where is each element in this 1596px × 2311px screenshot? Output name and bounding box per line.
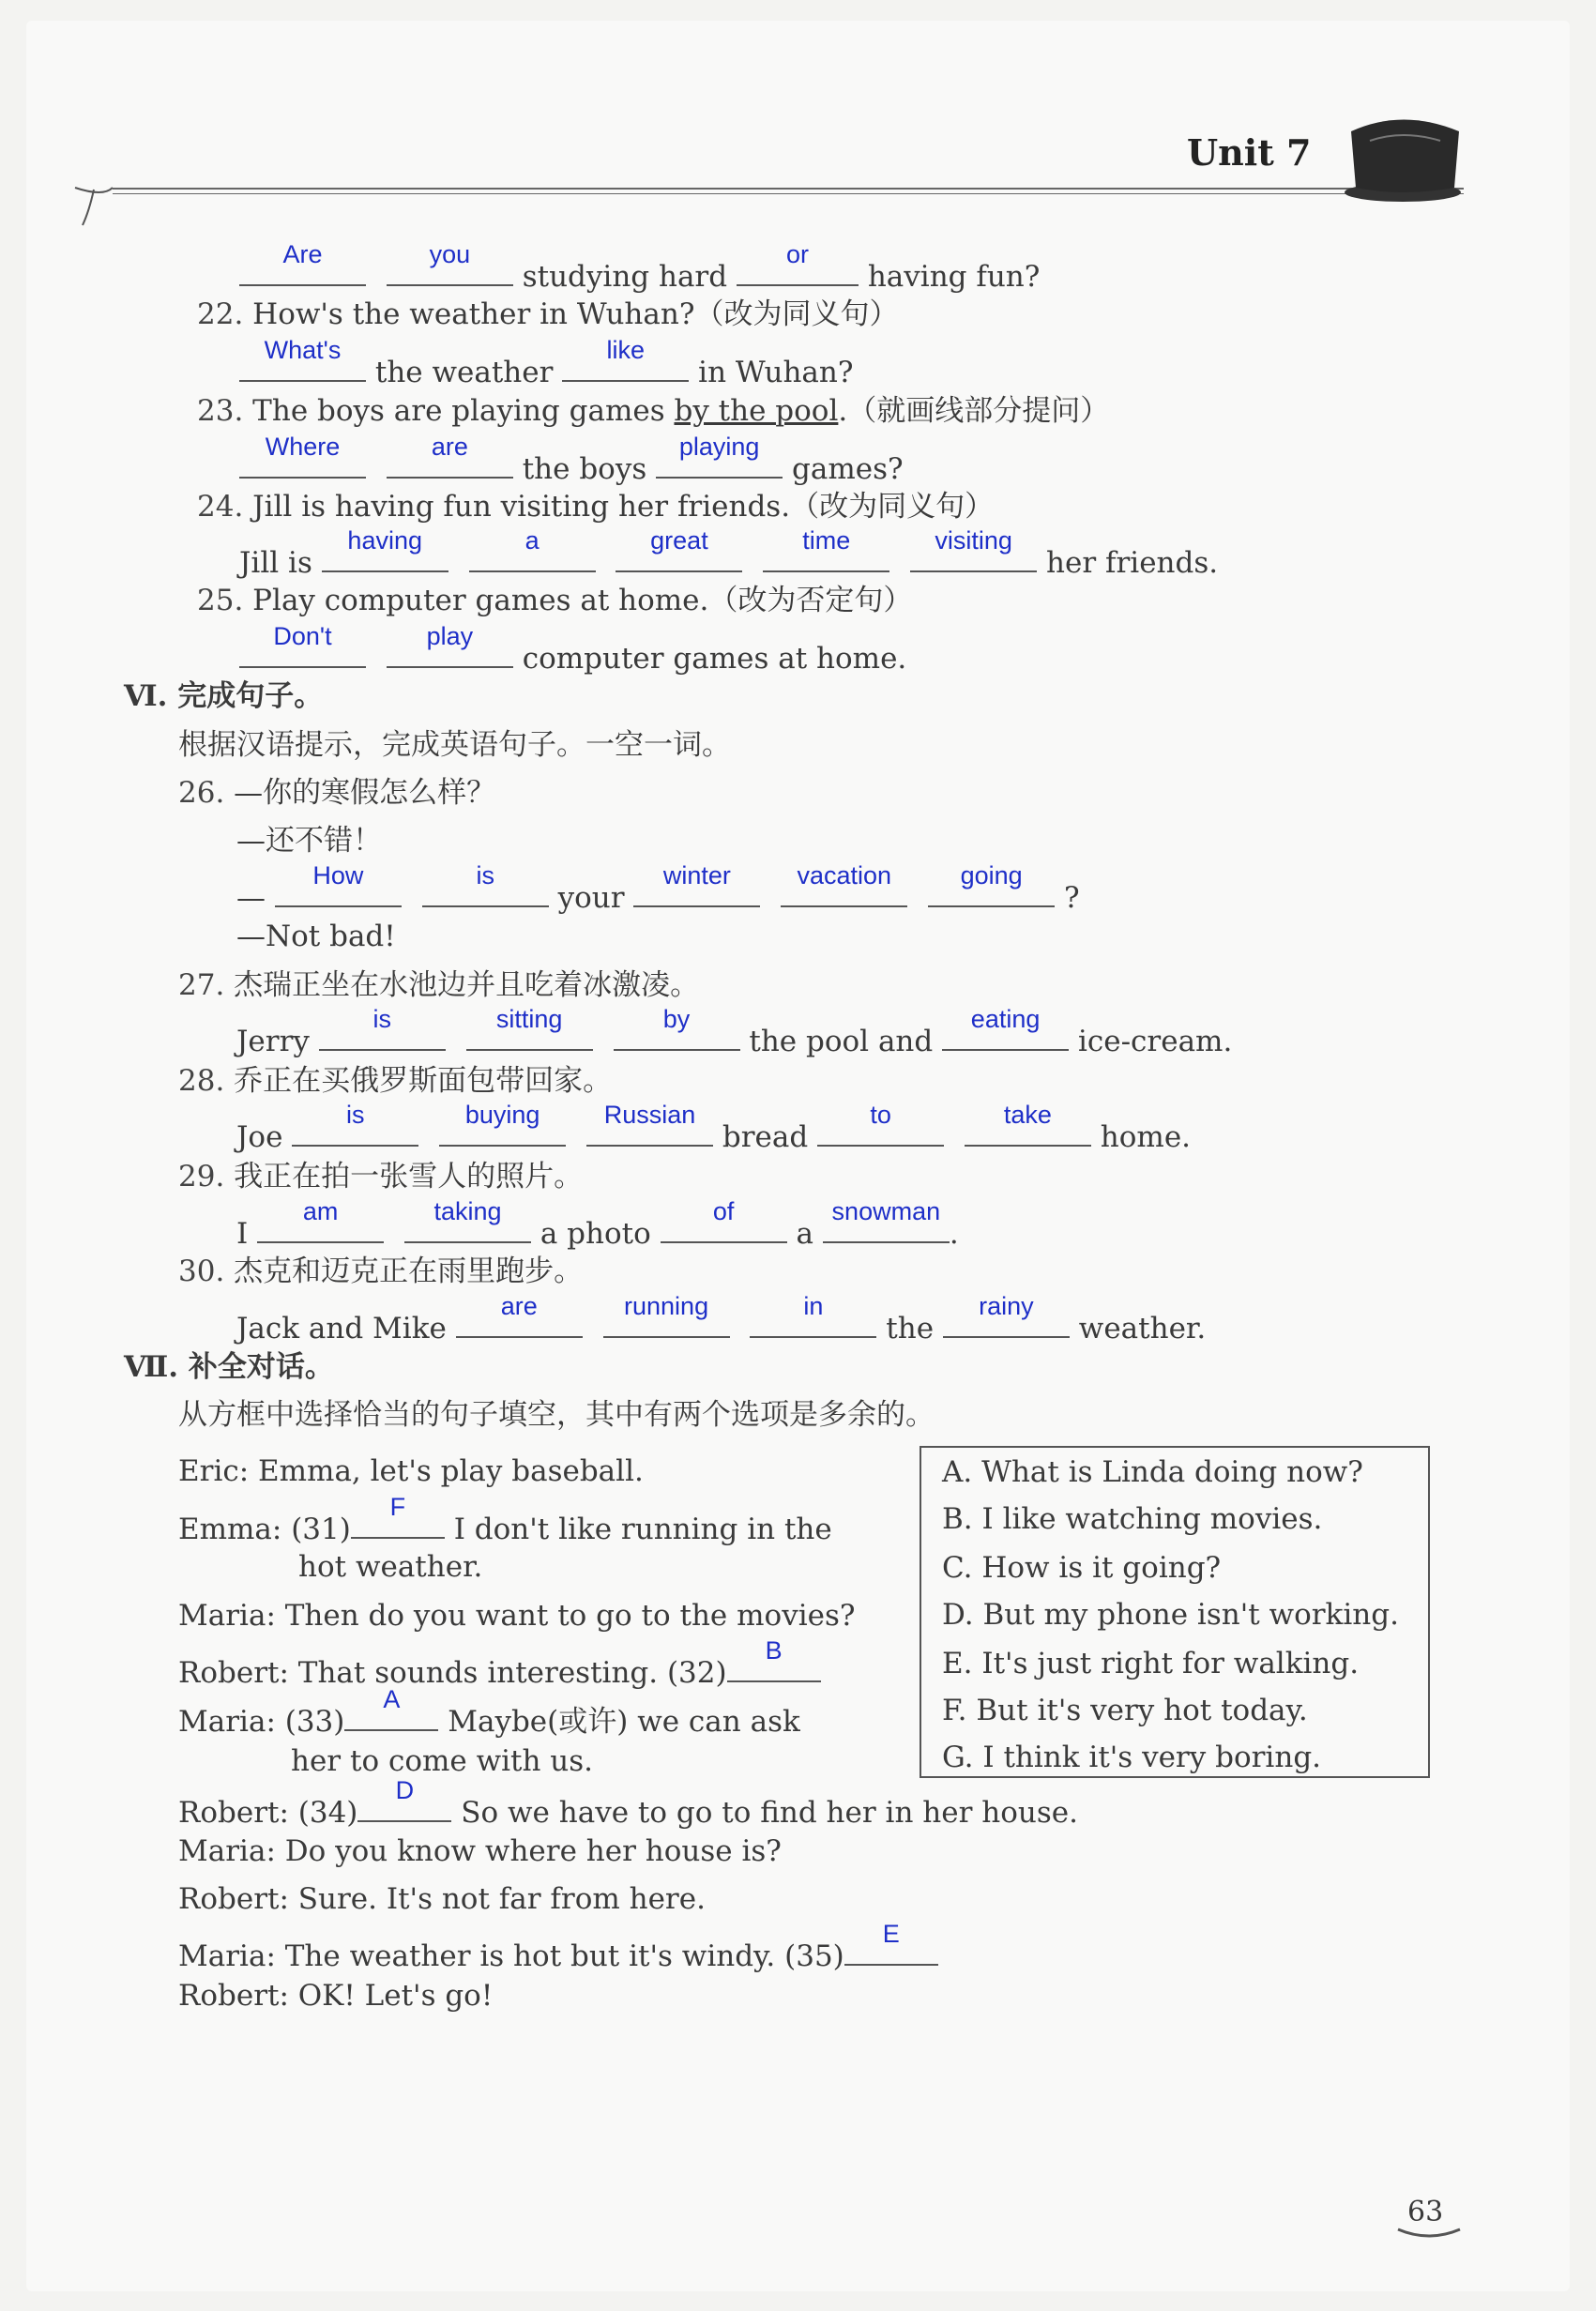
q22-answer-line: What's the weather like in Wuhan?: [239, 344, 854, 391]
dialogue-line-7: Maria: Do you know where her house is?: [178, 1834, 782, 1868]
answer-blank[interactable]: is: [292, 1109, 418, 1147]
q24-prompt: 24. Jill is having fun visiting her friends.（改为同义句）: [197, 490, 995, 524]
dialogue-line-4: Robert: That sounds interesting. (32) B: [178, 1645, 821, 1692]
section-6-instruction: 根据汉语提示，完成英语句子。一空一词。: [178, 728, 731, 762]
dialogue-line-3: Maria: Then do you want to go to the movies?: [178, 1599, 856, 1633]
answer-blank[interactable]: F: [351, 1501, 445, 1539]
q27-answer-line: Jerry is sitting by the pool and eating ice-cream.: [236, 1005, 1233, 1058]
dialogue-line-1: Eric: Emma, let's play baseball.: [178, 1454, 644, 1488]
q23-answer-line: Where are the boys playing games?: [239, 441, 904, 488]
option-c: C. How is it going?: [942, 1551, 1222, 1585]
answer-blank[interactable]: visiting: [910, 535, 1037, 572]
dialogue-line-10: Robert: OK! Let's go!: [178, 1979, 494, 2013]
answer-blank[interactable]: sitting: [466, 1013, 593, 1051]
answer-blank[interactable]: is: [319, 1013, 446, 1051]
q25-answer-line: Don't play computer games at home.: [239, 631, 906, 677]
answer-blank[interactable]: playing: [656, 441, 783, 479]
answer-blank[interactable]: running: [603, 1300, 730, 1338]
option-b: B. I like watching movies.: [942, 1502, 1323, 1536]
option-f: F. But it's very hot today.: [942, 1694, 1308, 1727]
dialogue-line-8: Robert: Sure. It's not far from here.: [178, 1882, 706, 1916]
answer-blank[interactable]: to: [817, 1109, 944, 1147]
header-rule: [113, 188, 1464, 190]
header-rule-thin: [113, 193, 1464, 194]
answer-blank[interactable]: winter: [633, 870, 760, 907]
q26-prompt-2: —还不错！: [236, 824, 382, 858]
dialogue-line-5b: her to come with us.: [291, 1744, 594, 1778]
dialogue-line-2b: hot weather.: [298, 1550, 483, 1584]
answer-blank[interactable]: take: [965, 1109, 1091, 1147]
answer-blank[interactable]: eating: [942, 1013, 1069, 1051]
answer-blank[interactable]: going: [928, 870, 1055, 907]
q29-prompt: 29. 我正在拍一张雪人的照片。: [178, 1160, 584, 1194]
q26-reply: —Not bad!: [236, 920, 396, 953]
answer-blank[interactable]: buying: [439, 1109, 566, 1147]
q26-prompt: 26. —你的寒假怎么样？: [178, 776, 496, 810]
answer-blank[interactable]: rainy: [943, 1300, 1070, 1338]
q25-prompt: 25. Play computer games at home.（改为否定句）: [197, 584, 913, 617]
q29-answer-line: I am taking a photo of a snowman .: [236, 1197, 959, 1251]
graduation-cap-icon: [1332, 103, 1473, 206]
answer-blank[interactable]: B: [727, 1645, 821, 1682]
option-g: G. I think it's very boring.: [942, 1741, 1322, 1774]
q28-prompt: 28. 乔正在买俄罗斯面包带回家。: [178, 1064, 613, 1098]
q27-prompt: 27. 杰瑞正坐在水池边并且吃着冰激凌。: [178, 968, 700, 1002]
answer-blank[interactable]: Where: [239, 441, 366, 479]
q28-answer-line: Joe is buying Russian bread to take home.: [236, 1101, 1192, 1154]
answer-blank[interactable]: having: [322, 535, 448, 572]
answer-blank[interactable]: in: [750, 1300, 876, 1338]
answer-blank[interactable]: by: [614, 1013, 740, 1051]
answer-blank[interactable]: Don't: [239, 631, 366, 668]
answer-blank[interactable]: E: [844, 1928, 938, 1966]
dialogue-line-2: Emma: (31) F I don't like running in the: [178, 1493, 832, 1546]
answer-blank[interactable]: or: [737, 249, 859, 286]
dialogue-line-6: Robert: (34) D So we have to go to find her in her house.: [178, 1776, 1078, 1830]
section-7-heading: Ⅶ. 补全对话。: [124, 1350, 334, 1384]
quill-icon: [66, 169, 122, 235]
answer-blank[interactable]: you: [387, 249, 513, 286]
answer-blank[interactable]: like: [562, 344, 689, 382]
answer-blank[interactable]: vacation: [781, 870, 907, 907]
answer-blank[interactable]: are: [387, 441, 513, 479]
answer-blank[interactable]: snowman: [823, 1206, 950, 1243]
answer-blank[interactable]: Russian: [586, 1109, 713, 1147]
q24-answer-line: Jill is having a great time visiting her friends.: [239, 526, 1219, 580]
page-number-swoosh: [1396, 2226, 1462, 2241]
section-6-heading: Ⅵ. 完成句子。: [124, 679, 324, 713]
options-box: [920, 1446, 1430, 1778]
answer-blank[interactable]: Are: [239, 249, 366, 286]
option-e: E. It's just right for walking.: [942, 1647, 1360, 1680]
answer-blank[interactable]: are: [456, 1300, 583, 1338]
dialogue-line-5: Maria: (33) A Maybe(或许) we can ask: [178, 1685, 800, 1739]
answer-blank[interactable]: is: [422, 870, 549, 907]
section-7-instruction: 从方框中选择恰当的句子填空，其中有两个选项是多余的。: [178, 1398, 935, 1432]
answer-blank[interactable]: a: [469, 535, 596, 572]
q26-answer-line: — How is your winter vacation going ?: [236, 861, 1080, 915]
answer-blank[interactable]: How: [275, 870, 402, 907]
answer-blank[interactable]: What's: [239, 344, 366, 382]
answer-blank[interactable]: D: [357, 1785, 451, 1822]
q30-prompt: 30. 杰克和迈克正在雨里跑步。: [178, 1254, 584, 1288]
option-a: A. What is Linda doing now?: [942, 1455, 1363, 1489]
answer-blank[interactable]: am: [257, 1206, 384, 1243]
answer-blank[interactable]: play: [387, 631, 513, 668]
q21-answer-line: Are you studying hard or having fun?: [239, 249, 1040, 296]
answer-blank[interactable]: great: [616, 535, 742, 572]
option-d: D. But my phone isn't working.: [942, 1598, 1399, 1632]
answer-blank[interactable]: A: [344, 1694, 438, 1731]
dialogue-line-9: Maria: The weather is hot but it's windy. (35) E: [178, 1928, 938, 1975]
answer-blank[interactable]: taking: [404, 1206, 531, 1243]
q30-answer-line: Jack and Mike are running in the rainy weather.: [236, 1292, 1207, 1346]
q22-prompt: 22. How's the weather in Wuhan?（改为同义句）: [197, 297, 899, 331]
unit-title: Unit 7: [1187, 131, 1312, 174]
answer-blank[interactable]: of: [661, 1206, 787, 1243]
q23-prompt: 23. The boys are playing games by the pool.（就画线部分提问）: [197, 394, 1110, 428]
answer-blank[interactable]: time: [763, 535, 889, 572]
page-number: 63: [1407, 2196, 1444, 2228]
